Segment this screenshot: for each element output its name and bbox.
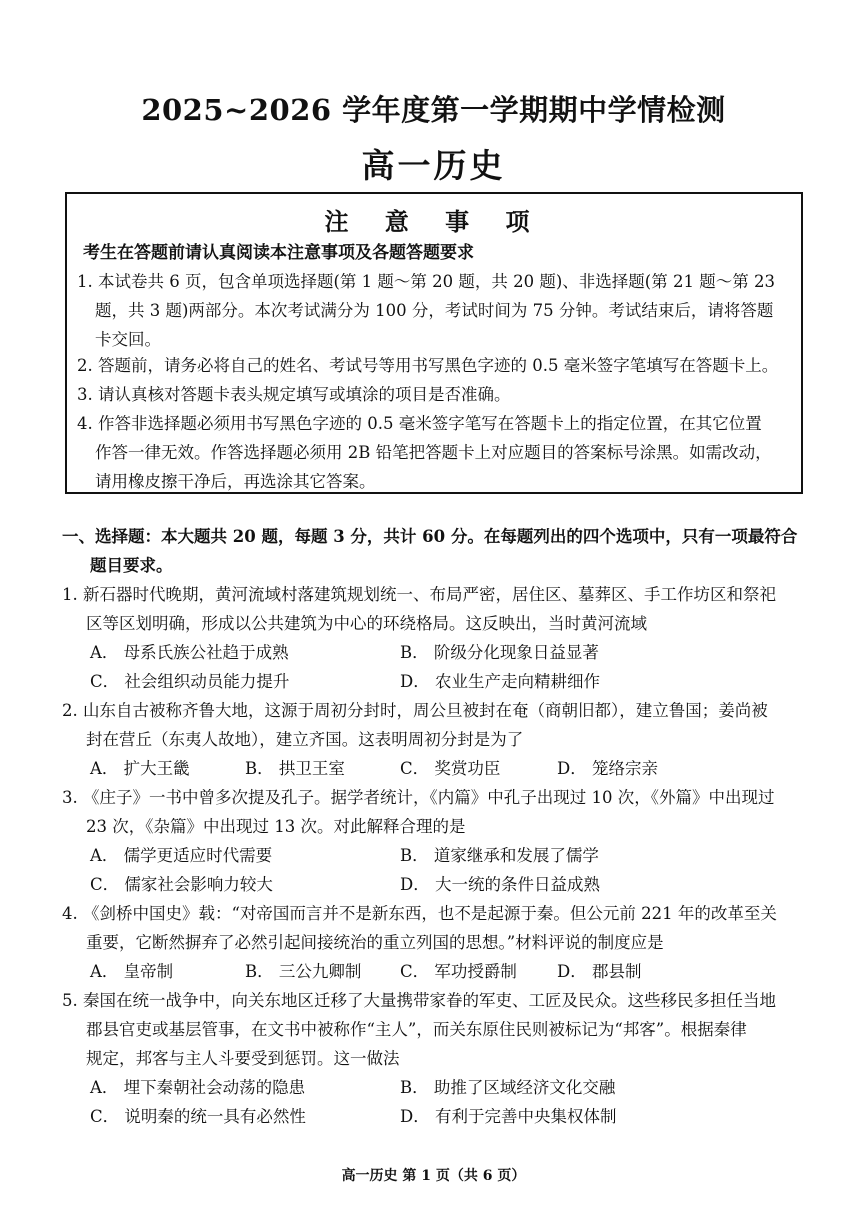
option-d: D． 郡县制	[557, 962, 642, 981]
question-stem: 1. 新石器时代晚期，黄河流域村落建筑规划统一、布局严密，居住区、墓葬区、手工作坊区和祭祀	[62, 585, 776, 604]
question-stem: 郡县官吏或基层管事，在文书中被称作“主人”，而关东原住民则被标记为“邦客”。根据秦律	[86, 1020, 747, 1039]
option-b: B． 三公九卿制	[245, 962, 362, 981]
question-stem: 3. 《庄子》一书中曾多次提及孔子。据学者统计，《内篇》中孔子出现过 10 次，《外篇》中出现过	[62, 788, 775, 807]
option-d: D． 农业生产走向精耕细作	[400, 672, 600, 691]
option-b: B． 道家继承和发展了儒学	[400, 846, 599, 865]
notice-title: 注 意 事 项	[324, 207, 544, 236]
option-c: C． 奖赏功臣	[400, 759, 501, 778]
notice-line: 题，共 3 题)两部分。本次考试满分为 100 分，考试时间为 75 分钟。考试结束后，请将答题	[95, 301, 774, 320]
question-stem: 23 次，《杂篇》中出现过 13 次。对此解释合理的是	[86, 817, 466, 836]
option-c: C． 儒家社会影响力较大	[90, 875, 273, 894]
option-c: C． 说明秦的统一具有必然性	[90, 1107, 306, 1126]
notice-line: 请用橡皮擦干净后，再选涂其它答案。	[95, 472, 376, 491]
option-a: A． 皇帝制	[90, 962, 174, 981]
question-stem: 4. 《剑桥中国史》载：“对帝国而言并不是新东西，也不是起源于秦。但公元前 221 年的改革至关	[62, 904, 777, 923]
exam-title: 2025~2026 学年度第一学期期中学情检测	[141, 93, 726, 127]
option-c: C． 社会组织动员能力提升	[90, 672, 290, 691]
notice-line: 2. 答题前，请务必将自己的姓名、考试号等用书写黑色字迹的 0.5 毫米签字笔填写在答题卡上。	[77, 356, 779, 375]
question-stem: 2. 山东自古被称齐鲁大地，这源于周初分封时，周公旦被封在奄（商朝旧都），建立鲁国；姜尚被	[62, 701, 768, 720]
option-a: A． 扩大王畿	[90, 759, 190, 778]
notice-box	[65, 192, 803, 494]
option-a: A． 埋下秦朝社会动荡的隐患	[90, 1078, 306, 1097]
question-stem: 5. 秦国在统一战争中，向关东地区迁移了大量携带家眷的军吏、工匠及民众。这些移民多担任当地	[62, 991, 776, 1010]
notice-subtitle: 考生在答题前请认真阅读本注意事项及各题答题要求	[83, 243, 474, 263]
notice-line: 1. 本试卷共 6 页，包含单项选择题(第 1 题～第 20 题，共 20 题)、非选择题(第 21 题～第 23	[77, 272, 775, 291]
option-a: A． 母系氏族公社趋于成熟	[90, 643, 289, 662]
option-b: B． 拱卫王室	[245, 759, 345, 778]
option-d: D． 大一统的条件日益成熟	[400, 875, 600, 894]
notice-line: 4. 作答非选择题必须用书写黑色字迹的 0.5 毫米签字笔写在答题卡上的指定位置，在其它位置	[77, 414, 762, 433]
option-d: D． 有利于完善中央集权体制	[400, 1107, 617, 1126]
notice-line: 作答一律无效。作答选择题必须用 2B 铅笔把答题卡上对应题目的答案标号涂黑。如需改动，	[95, 443, 772, 462]
option-a: A． 儒学更适应时代需要	[90, 846, 273, 865]
option-b: B． 助推了区域经济文化交融	[400, 1078, 616, 1097]
section-heading: 题目要求。	[90, 556, 173, 575]
question-stem: 区等区划明确，形成以公共建筑为中心的环绕格局。这反映出，当时黄河流域	[86, 614, 647, 633]
exam-subject: 高一历史	[361, 146, 506, 185]
section-heading: 一、选择题：本大题共 20 题，每题 3 分，共计 60 分。在每题列出的四个选项中，只有一项最符合	[62, 527, 798, 546]
question-stem: 重要，它断然摒弃了必然引起间接统治的重立列国的思想。”材料评说的制度应是	[86, 933, 664, 952]
notice-line: 卡交回。	[95, 330, 161, 349]
question-stem: 规定，邦客与主人斗要受到惩罚。这一做法	[86, 1049, 400, 1068]
option-b: B． 阶级分化现象日益显著	[400, 643, 599, 662]
question-stem: 封在营丘（东夷人故地），建立齐国。这表明周初分封是为了	[86, 730, 524, 749]
option-d: D． 笼络宗亲	[557, 759, 658, 778]
option-c: C． 军功授爵制	[400, 962, 517, 981]
page-footer: 高一历史 第 1 页（共 6 页）	[341, 1168, 526, 1184]
notice-line: 3. 请认真核对答题卡表头规定填写或填涂的项目是否准确。	[77, 385, 511, 404]
